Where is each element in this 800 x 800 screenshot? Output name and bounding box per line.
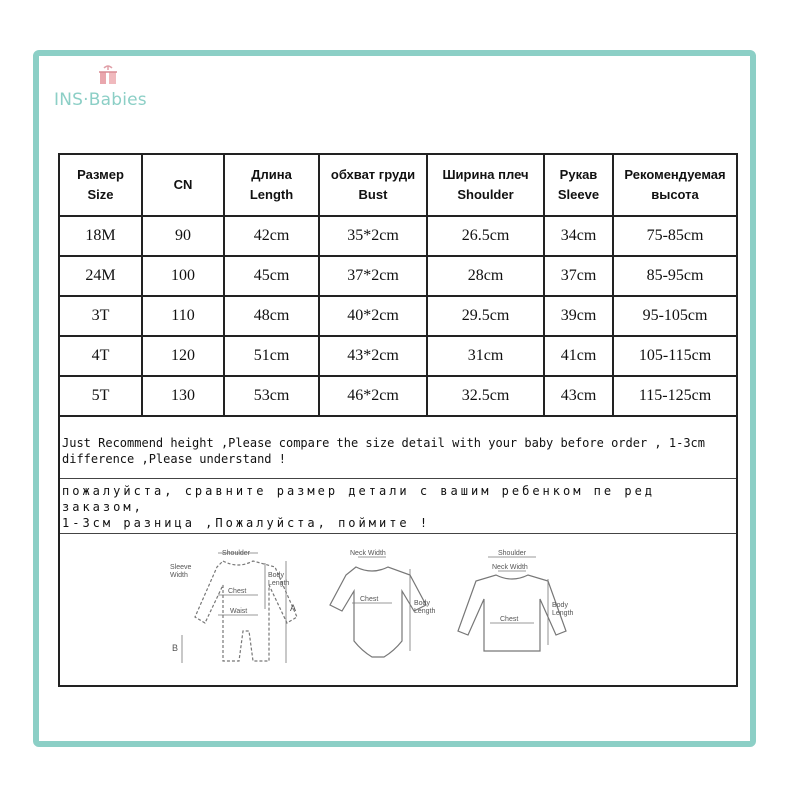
romper-diagram bbox=[168, 547, 318, 672]
neck-width-label: Neck Width bbox=[492, 564, 528, 571]
bodysuit-diagram-icon bbox=[308, 547, 448, 667]
cell-bust: 46*2cm bbox=[319, 376, 427, 416]
brand-name: INS·Babies bbox=[54, 90, 147, 110]
body-length-label: Body bbox=[414, 600, 430, 607]
note-russian-line-1: пожалуйста, сравните размер детали с вашим ребенком пе ред заказом, bbox=[62, 484, 666, 514]
cell-sleeve: 39cm bbox=[544, 296, 613, 336]
cell-cn: 110 bbox=[142, 296, 224, 336]
cell-cn: 90 bbox=[142, 216, 224, 256]
hanger-clothes-icon bbox=[94, 64, 122, 88]
table-row bbox=[60, 256, 736, 296]
cell-sleeve: 41cm bbox=[544, 336, 613, 376]
neck-width-label: Neck Width bbox=[350, 550, 386, 557]
body-length-label-2: Length bbox=[414, 608, 436, 615]
romper-diagram-icon bbox=[168, 547, 318, 667]
table-header-row bbox=[60, 155, 736, 216]
shoulder-label: Shoulder bbox=[498, 550, 527, 557]
note-russian bbox=[62, 483, 734, 531]
cell-sleeve: 34cm bbox=[544, 216, 613, 256]
dimension-b-label: B bbox=[172, 643, 179, 653]
cell-height: 115-125cm bbox=[613, 376, 736, 416]
header-sleeve: Рукав Sleeve bbox=[544, 155, 613, 216]
size-table bbox=[60, 155, 736, 417]
chest-label: Chest bbox=[360, 596, 379, 603]
body-length-label: Body bbox=[268, 572, 284, 579]
note-english: Just Recommend height ,Please compare the size detail with your baby before order , 1-3cm difference ,Please understand ! bbox=[62, 436, 705, 466]
table-row bbox=[60, 296, 736, 336]
note-divider bbox=[60, 478, 736, 479]
cell-sleeve: 43cm bbox=[544, 376, 613, 416]
cell-bust: 35*2cm bbox=[319, 216, 427, 256]
cell-cn: 100 bbox=[142, 256, 224, 296]
waist-label: Waist bbox=[230, 608, 248, 615]
cell-length: 53cm bbox=[224, 376, 319, 416]
shoulder-label: Shoulder bbox=[222, 550, 251, 557]
cell-size: 3T bbox=[60, 296, 142, 336]
diagram-divider bbox=[60, 533, 736, 534]
sleeve-width-label: Sleeve bbox=[170, 564, 192, 571]
bodysuit-diagram bbox=[308, 547, 448, 672]
cell-height: 85-95cm bbox=[613, 256, 736, 296]
cell-size: 18M bbox=[60, 216, 142, 256]
header-recommended-height: Рекомендуемая высота bbox=[613, 155, 736, 216]
cell-shoulder: 28cm bbox=[427, 256, 544, 296]
table-row bbox=[60, 336, 736, 376]
header-shoulder: Ширина плеч Shoulder bbox=[427, 155, 544, 216]
cell-size: 4T bbox=[60, 336, 142, 376]
sleeve-width-label-2: Width bbox=[170, 572, 188, 579]
cell-sleeve: 37cm bbox=[544, 256, 613, 296]
cell-size: 5T bbox=[60, 376, 142, 416]
top-diagram bbox=[448, 547, 588, 672]
cell-cn: 120 bbox=[142, 336, 224, 376]
body-length-label-2: Length bbox=[552, 610, 574, 617]
cell-size: 24M bbox=[60, 256, 142, 296]
cell-shoulder: 32.5cm bbox=[427, 376, 544, 416]
header-size: Размер Size bbox=[60, 155, 142, 216]
cell-height: 75-85cm bbox=[613, 216, 736, 256]
size-chart-sheet bbox=[58, 153, 738, 687]
cell-length: 48cm bbox=[224, 296, 319, 336]
chest-label: Chest bbox=[228, 588, 247, 595]
header-cn: CN bbox=[142, 155, 224, 216]
chest-label: Chest bbox=[500, 616, 519, 623]
cell-length: 45cm bbox=[224, 256, 319, 296]
table-row bbox=[60, 216, 736, 256]
cell-bust: 40*2cm bbox=[319, 296, 427, 336]
cell-shoulder: 31cm bbox=[427, 336, 544, 376]
header-bust: обхват груди Bust bbox=[319, 155, 427, 216]
cell-bust: 43*2cm bbox=[319, 336, 427, 376]
body-length-label-2: Length bbox=[268, 580, 290, 587]
cell-shoulder: 26.5cm bbox=[427, 216, 544, 256]
cell-length: 42cm bbox=[224, 216, 319, 256]
cell-length: 51cm bbox=[224, 336, 319, 376]
top-diagram-icon bbox=[448, 547, 588, 667]
cell-cn: 130 bbox=[142, 376, 224, 416]
note-russian-line-2: 1-3см разница ,Пожалуйста, поймите ! bbox=[62, 516, 431, 530]
brand-logo bbox=[54, 64, 164, 112]
cell-height: 105-115cm bbox=[613, 336, 736, 376]
header-length: Длина Length bbox=[224, 155, 319, 216]
cell-shoulder: 29.5cm bbox=[427, 296, 544, 336]
dimension-a-label: A bbox=[290, 603, 297, 613]
cell-bust: 37*2cm bbox=[319, 256, 427, 296]
cell-height: 95-105cm bbox=[613, 296, 736, 336]
table-row bbox=[60, 376, 736, 416]
body-length-label: Body bbox=[552, 602, 568, 609]
